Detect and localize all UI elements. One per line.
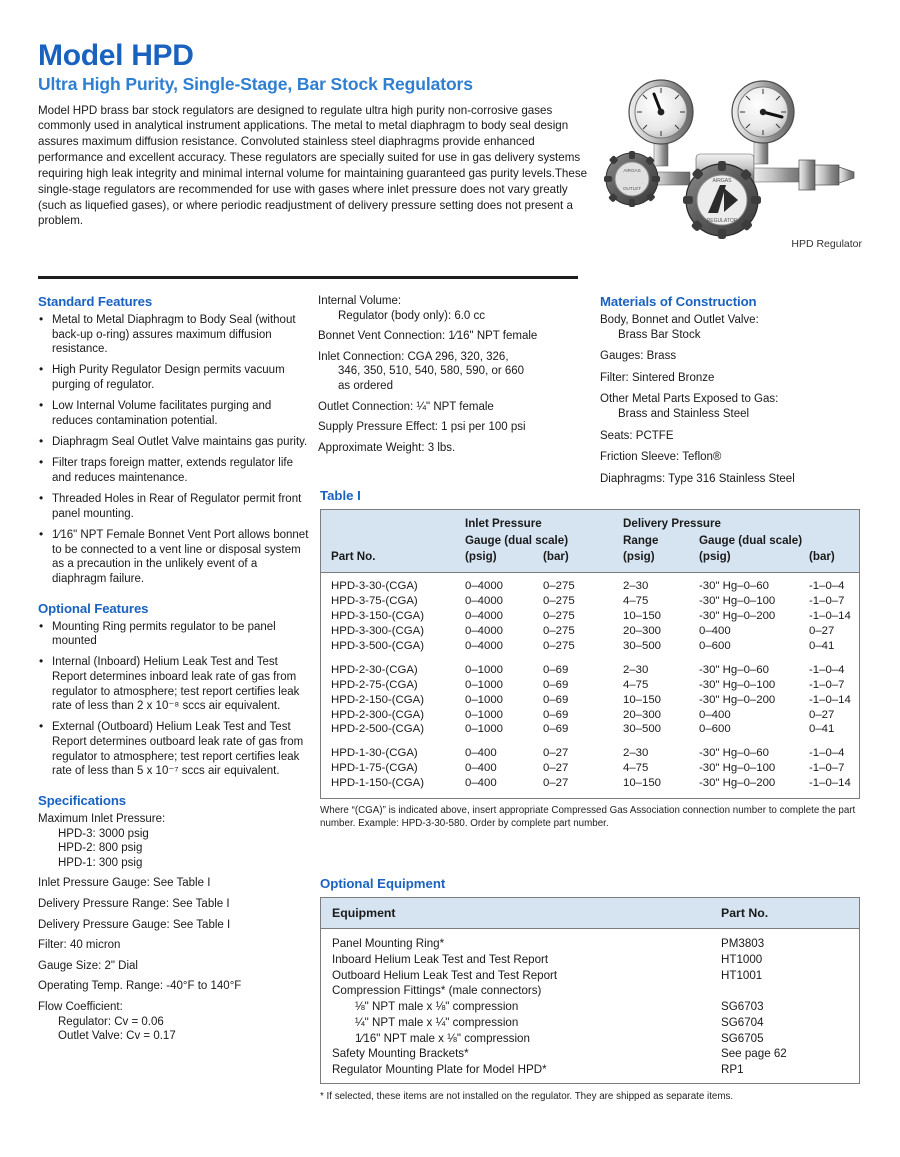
table-row	[321, 678, 859, 693]
cell-part-no: PM3803	[721, 937, 765, 950]
cell-inlet-bar: 0–69	[543, 723, 569, 736]
spec-line: Approximate Weight: 3 lbs.	[318, 441, 456, 454]
th-range-psig: (psig)	[623, 550, 655, 563]
cell-part: HPD-3-30-(CGA)	[331, 580, 418, 592]
svg-text:OUTLET: OUTLET	[622, 186, 642, 191]
cell-inlet-psig: 0–4000	[465, 580, 504, 592]
cell-range: 4–75	[623, 678, 649, 691]
cell-inlet-psig: 0–1000	[465, 723, 504, 736]
table-row	[321, 983, 859, 999]
cell-delivery-psig: -30" Hg–0–100	[699, 762, 776, 775]
table-row	[321, 776, 859, 791]
material-line: Body, Bonnet and Outlet Valve:	[600, 314, 759, 326]
th-spacer2	[321, 534, 465, 550]
spec-line: Outlet Valve: Cv = 0.17	[58, 1030, 176, 1043]
cell-delivery-psig: 0–400	[699, 708, 731, 721]
cell-part: HPD-2-300-(CGA)	[331, 708, 425, 721]
material-line: Other Metal Parts Exposed to Gas:	[600, 393, 779, 406]
list-item: • Low Internal Volume facilitates purging and reduces contamination potential.	[38, 399, 310, 428]
standard-features-list	[38, 313, 310, 587]
cell-range: 20–300	[623, 624, 662, 637]
cell-inlet-psig: 0–4000	[465, 609, 504, 622]
cell-inlet-bar: 0–275	[543, 609, 575, 622]
spec-line: Internal Volume:	[318, 295, 402, 307]
cell-part-no: See page 62	[721, 1047, 787, 1061]
table1-header	[321, 510, 859, 573]
intro-paragraph: Model HPD brass bar stock regulators are designed to regulate ultra high purity non-corrosive gases commonly used in analytical instrument applications. The metal to metal diaphragm to body seal design assures maximum diffusion resistance. Convoluted stainless steel diaphragms provide enhanced performance and excellent accuracy. These regulators are specially suited for use in gas delivery systems requiring high leak integrity and minimal internal volume for maintaining guaranteed gas purity levels.These single-stage regulators are recommended for use with gases where inlet pressure does not vary greatly (such as liquefied gases), or where periodic readjustment of delivery pressure setting does not present a problem.	[38, 103, 588, 228]
table-row	[321, 968, 859, 984]
spec-line: as ordered	[338, 379, 393, 392]
cell-part-no: HT1001	[721, 968, 763, 982]
spec-line: Inlet Connection: CGA 296, 320, 326,	[318, 350, 509, 363]
list-item: • Internal (Inboard) Helium Leak Test and Test Report determines inboard leak rate of gas from regulator to atmosphere; test report certifies leak rate of less than 2 x 10⁻⁸ sccs air equivalent.	[38, 655, 310, 714]
cell-equipment: Panel Mounting Ring*	[332, 937, 445, 950]
th-delivery-pressure: Delivery Pressure	[623, 517, 721, 530]
table-row	[321, 761, 859, 776]
th-inlet-bar: (bar)	[543, 550, 569, 563]
cell-inlet-psig: 0–1000	[465, 693, 504, 706]
spec-line: Flow Coefficient:	[38, 1001, 123, 1013]
material-line: Diaphragms: Type 316 Stainless Steel	[600, 472, 795, 485]
cell-equipment: Inboard Helium Leak Test and Test Report	[332, 952, 549, 966]
th-equipment: Equipment	[332, 906, 396, 920]
cell-delivery-psig: 0–600	[699, 723, 731, 736]
cell-delivery-psig: 0–400	[699, 624, 731, 637]
spec-line: Delivery Pressure Gauge: See Table I	[38, 918, 231, 931]
cell-range: 30–500	[623, 639, 662, 652]
row-group-spacer	[321, 737, 859, 746]
table-row	[321, 746, 859, 761]
list-item: • Mounting Ring permits regulator to be panel mounted	[38, 620, 310, 649]
cell-range: 10–150	[623, 777, 662, 790]
cell-delivery-bar: 0–41	[809, 723, 835, 736]
cell-equipment: ⅛" NPT male x ⅛" compression	[355, 1000, 519, 1014]
cell-part: HPD-2-30-(CGA)	[331, 663, 418, 676]
material-line: Brass Bar Stock	[618, 328, 701, 341]
spec-line: Gauge Size: 2" Dial	[38, 959, 138, 972]
cell-range: 10–150	[623, 609, 662, 622]
cell-range: 10–150	[623, 693, 662, 706]
cell-inlet-bar: 0–69	[543, 708, 569, 721]
table-row	[321, 722, 859, 737]
cell-part-no: RP1	[721, 1063, 744, 1077]
table-row	[321, 936, 859, 952]
spec-line: HPD-1: 300 psig	[58, 856, 143, 869]
cell-equipment: ¼" NPT male x ¼" compression	[355, 1015, 519, 1029]
svg-text:REGULATOR: REGULATOR	[706, 218, 738, 224]
spec-line: Regulator (body only): 6.0 cc	[338, 309, 486, 322]
material-line: Gauges: Brass	[600, 350, 677, 363]
table-row	[321, 708, 859, 723]
cell-range: 20–300	[623, 708, 662, 721]
table-row	[321, 1046, 859, 1062]
cell-part-no: SG6705	[721, 1031, 764, 1045]
optional-equipment-note: * If selected, these items are not installed on the regulator. They are shipped as separate items.	[320, 1090, 734, 1102]
cell-delivery-bar: -1–0–7	[809, 594, 845, 607]
th-part-no: Part No.	[331, 550, 376, 563]
table-row	[321, 624, 859, 639]
cell-inlet-bar: 0–69	[543, 693, 569, 706]
cell-inlet-psig: 0–400	[465, 747, 497, 760]
table1-section	[320, 488, 860, 830]
spec-line: Bonnet Vent Connection: 1⁄16" NPT female	[318, 330, 538, 343]
cell-inlet-psig: 0–1000	[465, 708, 504, 721]
left-column	[38, 294, 310, 1050]
cell-delivery-bar: -1–0–14	[809, 693, 851, 706]
spec-line: 346, 350, 510, 540, 580, 590, or 660	[338, 365, 525, 378]
table-row	[321, 1062, 859, 1078]
cell-inlet-psig: 0–1000	[465, 663, 504, 676]
page-header	[38, 40, 598, 229]
cell-delivery-psig: -30" Hg–0–200	[699, 693, 776, 706]
cell-part: HPD-1-150-(CGA)	[331, 777, 425, 790]
cell-range: 4–75	[623, 762, 649, 775]
cell-part: HPD-3-150-(CGA)	[331, 609, 425, 622]
photo-caption: HPD Regulator	[791, 238, 862, 250]
list-item: • High Purity Regulator Design permits vacuum purging of regulator.	[38, 363, 310, 392]
cell-delivery-psig: -30" Hg–0–60	[699, 747, 769, 760]
spec-line: Delivery Pressure Range: See Table I	[38, 898, 230, 911]
cell-inlet-bar: 0–275	[543, 594, 575, 607]
materials-list	[600, 313, 870, 486]
optional-features-heading: Optional Features	[38, 600, 149, 616]
cell-delivery-psig: 0–600	[699, 639, 731, 652]
cell-inlet-bar: 0–275	[543, 639, 575, 652]
list-item: • 1⁄16" NPT Female Bonnet Vent Port allows bonnet to be connected to a vent line or disposal system as a precaution in the unlikely event of a diaphragm failure.	[38, 528, 310, 587]
cell-range: 2–30	[623, 747, 649, 760]
page-title: Model HPD	[38, 39, 194, 72]
header-divider	[38, 276, 578, 279]
svg-text:AIRGAS: AIRGAS	[712, 178, 732, 184]
cell-delivery-psig: -30" Hg–0–200	[699, 777, 776, 790]
cell-inlet-bar: 0–69	[543, 678, 569, 691]
cell-delivery-psig: -30" Hg–0–100	[699, 678, 776, 691]
cell-part: HPD-3-500-(CGA)	[331, 639, 425, 652]
optional-equipment-title: Optional Equipment	[320, 876, 446, 891]
cell-delivery-bar: 0–41	[809, 639, 835, 652]
cell-delivery-bar: -1–0–7	[809, 762, 845, 775]
th-part-no: Part No.	[721, 906, 769, 920]
material-line: Brass and Stainless Steel	[618, 407, 750, 420]
table-row	[321, 639, 859, 654]
cell-inlet-psig: 0–4000	[465, 639, 504, 652]
th-delivery-psig: (psig)	[699, 550, 731, 563]
list-item: • Metal to Metal Diaphragm to Body Seal (without back-up o-ring) assures maximum diffusion resistance.	[38, 313, 310, 357]
th-inlet-psig: (psig)	[465, 550, 497, 563]
table1-title: Table I	[320, 488, 361, 503]
spec-line: Supply Pressure Effect: 1 psi per 100 psi	[318, 421, 526, 434]
spec-line: HPD-3: 3000 psig	[58, 827, 149, 840]
cell-inlet-psig: 0–400	[465, 777, 497, 790]
table-row	[321, 1015, 859, 1031]
th-inlet-pressure: Inlet Pressure	[465, 517, 542, 530]
optional-features-list	[38, 620, 310, 780]
page-subtitle: Ultra High Purity, Single-Stage, Bar Stock Regulators	[38, 73, 473, 94]
specifications-heading: Specifications	[38, 793, 127, 809]
table1-note: Where “(CGA)” is indicated above, insert appropriate Compressed Gas Association connection number to complete the part number. Example: HPD-3-30-580. Order by complete part number.	[320, 805, 856, 829]
th-delivery-gauge: Gauge (dual scale)	[699, 534, 803, 547]
table-row	[321, 693, 859, 708]
table-row	[321, 594, 859, 609]
table-row	[321, 999, 859, 1015]
cell-inlet-bar: 0–275	[543, 580, 575, 592]
table1	[320, 509, 860, 799]
table-row	[321, 1031, 859, 1047]
standard-features-heading: Standard Features	[38, 294, 153, 309]
th-range: Range	[623, 534, 659, 547]
th-inlet-gauge: Gauge (dual scale)	[465, 534, 569, 547]
cell-part: HPD-2-500-(CGA)	[331, 723, 425, 736]
cell-equipment: Regulator Mounting Plate for Model HPD*	[332, 1063, 547, 1077]
list-item: • Threaded Holes in Rear of Regulator permit front panel mounting.	[38, 492, 310, 521]
cell-inlet-bar: 0–27	[543, 747, 569, 760]
cell-delivery-bar: -1–0–14	[809, 777, 851, 790]
spec-line: Outlet Connection: ¼" NPT female	[318, 400, 494, 413]
list-item: • Filter traps foreign matter, extends regulator life and reduces maintenance.	[38, 456, 310, 485]
row-group-spacer	[321, 654, 859, 663]
cell-equipment: Outboard Helium Leak Test and Test Report	[332, 968, 558, 982]
cell-inlet-bar: 0–275	[543, 624, 575, 637]
cell-delivery-bar: -1–0–14	[809, 609, 851, 622]
specifications-list	[38, 812, 310, 1044]
optional-equipment-section	[320, 876, 860, 1102]
cell-part: HPD-1-30-(CGA)	[331, 747, 418, 760]
material-line: Filter: Sintered Bronze	[600, 371, 715, 384]
th-spacer	[321, 517, 465, 534]
cell-delivery-bar: -1–0–7	[809, 678, 845, 691]
cell-delivery-bar: -1–0–4	[809, 663, 845, 676]
materials-heading: Materials of Construction	[600, 294, 757, 309]
optional-equipment-body	[321, 929, 859, 1083]
cell-part: HPD-3-75-(CGA)	[331, 594, 418, 607]
optional-equipment-header	[321, 898, 859, 929]
cell-range: 30–500	[623, 723, 662, 736]
cell-delivery-bar: 0–27	[809, 708, 835, 721]
cell-inlet-psig: 0–4000	[465, 594, 504, 607]
spec-line: Operating Temp. Range: -40°F to 140°F	[38, 980, 242, 993]
cell-inlet-bar: 0–27	[543, 762, 569, 775]
table-row	[321, 663, 859, 678]
cell-inlet-psig: 0–4000	[465, 624, 504, 637]
table-row	[321, 609, 859, 624]
cell-range: 2–30	[623, 580, 649, 592]
cell-delivery-psig: -30" Hg–0–60	[699, 663, 769, 676]
cell-delivery-psig: -30" Hg–0–60	[699, 580, 769, 592]
cell-part: HPD-1-75-(CGA)	[331, 762, 418, 775]
spec-line: Filter: 40 micron	[38, 939, 121, 952]
mid-spec-list	[318, 294, 586, 455]
cell-equipment: Compression Fittings* (male connectors)	[332, 984, 542, 998]
cell-delivery-bar: -1–0–4	[809, 747, 845, 760]
middle-column-specs	[318, 294, 586, 461]
cell-inlet-psig: 0–1000	[465, 678, 504, 691]
cell-range: 4–75	[623, 594, 649, 607]
spec-line: Regulator: Cv = 0.06	[58, 1015, 164, 1028]
table1-body	[321, 573, 859, 798]
th-delivery-bar: (bar)	[809, 550, 835, 563]
list-item: • Diaphragm Seal Outlet Valve maintains gas purity.	[38, 435, 310, 450]
cell-inlet-bar: 0–27	[543, 777, 569, 790]
regulator-illustration	[596, 72, 878, 252]
cell-delivery-psig: -30" Hg–0–100	[699, 594, 776, 607]
spec-line: HPD-2: 800 psig	[58, 842, 143, 855]
cell-equipment: 1⁄16" NPT male x ⅛" compression	[355, 1031, 530, 1045]
cell-part: HPD-2-150-(CGA)	[331, 693, 425, 706]
spec-line: Maximum Inlet Pressure:	[38, 813, 166, 826]
cell-equipment: Safety Mounting Brackets*	[332, 1047, 469, 1061]
cell-delivery-psig: -30" Hg–0–200	[699, 609, 776, 622]
cell-inlet-bar: 0–69	[543, 663, 569, 676]
optional-equipment-table	[320, 897, 860, 1084]
cell-range: 2–30	[623, 663, 649, 676]
material-line: Friction Sleeve: Teflon®	[600, 451, 722, 464]
cell-part-no: SG6703	[721, 1000, 764, 1014]
materials-column	[600, 294, 870, 493]
cell-part: HPD-2-75-(CGA)	[331, 678, 418, 691]
material-line: Seats: PCTFE	[600, 429, 674, 442]
product-photo	[596, 72, 878, 252]
svg-text:AIRGAS: AIRGAS	[623, 168, 641, 173]
spec-line: Inlet Pressure Gauge: See Table I	[38, 877, 211, 890]
cell-inlet-psig: 0–400	[465, 762, 497, 775]
cell-part-no: HT1000	[721, 952, 763, 966]
table-row	[321, 579, 859, 594]
cell-delivery-bar: 0–27	[809, 624, 835, 637]
cell-delivery-bar: -1–0–4	[809, 580, 845, 592]
cell-part: HPD-3-300-(CGA)	[331, 624, 425, 637]
list-item: • External (Outboard) Helium Leak Test and Test Report determines outboard leak rate of gas from regulator to atmosphere; test report certifies leak rate of less than 5 x 10⁻⁷ sccs air equivalent.	[38, 720, 310, 779]
cell-part-no: SG6704	[721, 1015, 764, 1029]
table-row	[321, 952, 859, 968]
